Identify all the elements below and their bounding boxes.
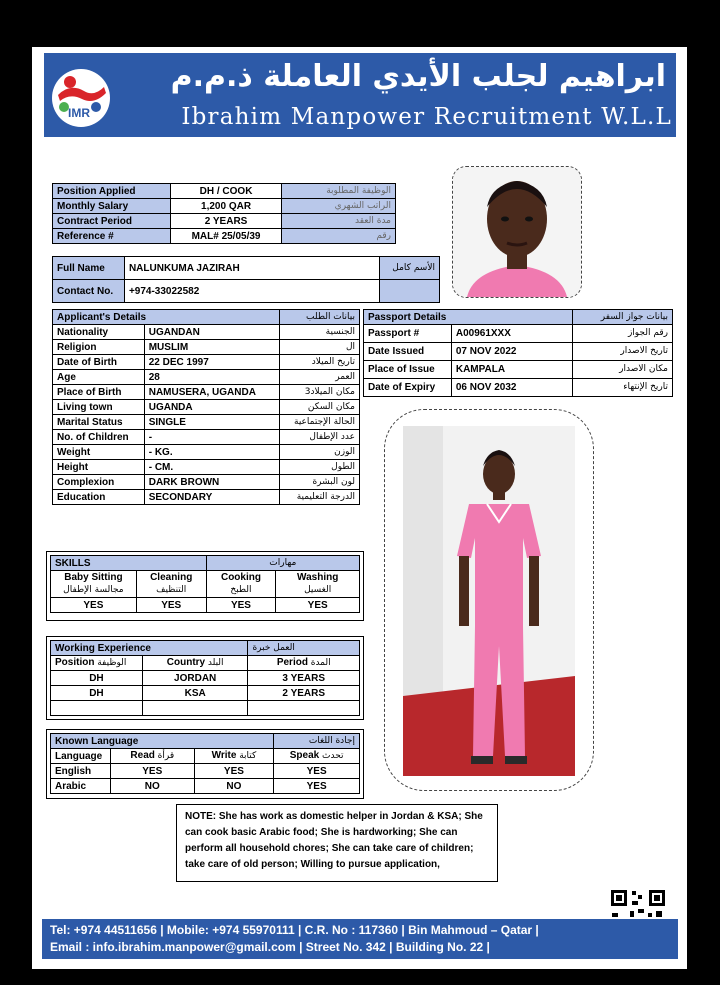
footer-contact-bar (42, 919, 678, 959)
position-row-value: 2 YEARS (170, 214, 282, 229)
experience-country: JORDAN (142, 671, 248, 686)
experience-row (51, 671, 360, 686)
applicant-row-value: MUSLIM (144, 340, 280, 355)
position-row (53, 229, 396, 244)
applicant-row (53, 460, 360, 475)
skill-value: YES (51, 598, 137, 613)
full-name-label: Full Name (53, 257, 125, 280)
skill-label-ar: مجالسة الإطفال (63, 585, 124, 595)
applicant-row-label: Date of Birth (53, 355, 145, 370)
passport-row (364, 361, 673, 379)
applicant-row-label: Height (53, 460, 145, 475)
passport-row (364, 325, 673, 343)
applicant-row (53, 355, 360, 370)
applicant-row-label: Nationality (53, 325, 145, 340)
applicant-row-label: Religion (53, 340, 145, 355)
position-row-value: DH / COOK (170, 184, 282, 199)
col-read-label: Read (130, 750, 155, 761)
applicant-row-label-ar: الطول (280, 460, 360, 475)
applicant-row-value: SINGLE (144, 415, 280, 430)
applicant-row (53, 385, 360, 400)
applicant-row-value: UGANDAN (144, 325, 280, 340)
contact-empty-cell (380, 280, 440, 303)
col-position-label-ar: الوظيفة (97, 658, 127, 668)
skill-label: Cleaning (150, 572, 193, 583)
col-speak-label-ar: تحدث (322, 751, 344, 761)
col-country-label-ar: البلد (207, 658, 224, 668)
skills-table (50, 555, 360, 613)
applicant-row-label-ar: الجنسية (280, 325, 360, 340)
full-name-label-ar: الأسم كامل (380, 257, 440, 280)
col-read-label-ar: قرأة (157, 751, 175, 761)
applicant-title-ar: بيانات الطلب (280, 310, 360, 325)
experience-empty-row (51, 701, 360, 716)
position-row-label-ar: رقم (282, 229, 396, 244)
applicant-row-label: Marital Status (53, 415, 145, 430)
experience-title-ar: العمل خبرة (248, 641, 360, 656)
passport-row-value: KAMPALA (451, 361, 572, 379)
applicant-row (53, 475, 360, 490)
skill-label: Cooking (220, 572, 261, 583)
passport-details-table (363, 309, 673, 397)
skill-label-cell (276, 571, 360, 598)
applicant-row-value: NAMUSERA, UGANDA (144, 385, 280, 400)
skill-value: YES (136, 598, 206, 613)
applicant-row-label-ar: الحالة الإجتماعية (280, 415, 360, 430)
applicant-title: Applicant's Details (53, 310, 280, 325)
skill-value: YES (206, 598, 276, 613)
passport-row-label: Passport # (364, 325, 452, 343)
applicant-row-label: Complexion (53, 475, 145, 490)
position-row-label-ar: الراتب الشهري (282, 199, 396, 214)
applicant-row-label: No. of Children (53, 430, 145, 445)
passport-row-label: Place of Issue (364, 361, 452, 379)
position-row-label: Monthly Salary (53, 199, 171, 214)
applicant-row-value: SECONDARY (144, 490, 280, 505)
skill-label-cell (206, 571, 276, 598)
language-row (51, 764, 360, 779)
skills-title: SKILLS (51, 556, 207, 571)
position-row-label: Position Applied (53, 184, 171, 199)
col-write-label-ar: كتابة (239, 751, 257, 761)
language-table (50, 733, 360, 794)
position-row (53, 199, 396, 214)
position-row-value: 1,200 QAR (170, 199, 282, 214)
applicant-row-label-ar: الدرجة التعليمية (280, 490, 360, 505)
applicant-row-label-ar: ال (280, 340, 360, 355)
header-banner (44, 53, 676, 137)
name-contact-table (52, 256, 440, 303)
applicant-row-label: Age (53, 370, 145, 385)
skills-label-row (51, 571, 360, 598)
col-country-label: Country (166, 657, 206, 668)
portrait-photo (452, 166, 582, 298)
contact-label: Contact No. (53, 280, 125, 303)
applicant-row (53, 445, 360, 460)
experience-table (50, 640, 360, 716)
skill-value: YES (276, 598, 360, 613)
applicant-row (53, 340, 360, 355)
skill-label-cell (136, 571, 206, 598)
passport-row-value: 06 NOV 2032 (451, 379, 572, 397)
experience-empty-cell (142, 701, 248, 716)
applicant-row (53, 415, 360, 430)
language-name: English (51, 764, 111, 779)
footer-phone-line: Tel: +974 44511656 | Mobile: +974 55970111 | C.R. No : 117360 | Bin Mahmoud – Qatar | (50, 923, 539, 937)
experience-col-country (142, 656, 248, 671)
company-name-english: Ibrahim Manpower Recruitment W.L.L (181, 104, 672, 130)
language-speak: YES (274, 764, 360, 779)
col-period-label-ar: المدة (310, 658, 331, 668)
passport-row-label-ar: مكان الاصدار (573, 361, 673, 379)
position-table (52, 183, 396, 244)
col-speak-label: Speak (289, 750, 320, 761)
applicant-row-label: Weight (53, 445, 145, 460)
position-row-label: Contract Period (53, 214, 171, 229)
cv-page (32, 47, 687, 969)
contact-value: +974-33022582 (124, 280, 379, 303)
full-body-photo (403, 426, 575, 776)
logo-text: IMR (68, 106, 90, 120)
passport-row-value: A00961XXX (451, 325, 572, 343)
applicant-row-label-ar: عدد الإطفال (280, 430, 360, 445)
experience-period: 2 YEARS (248, 686, 360, 701)
skill-label: Baby Sitting (64, 572, 123, 583)
applicant-row-label-ar: العمر (280, 370, 360, 385)
language-speak: YES (274, 779, 360, 794)
experience-position: DH (51, 686, 143, 701)
position-row-label: Reference # (53, 229, 171, 244)
col-write-label: Write (211, 750, 237, 761)
experience-col-period (248, 656, 360, 671)
skill-label-ar: الغسيل (304, 585, 332, 595)
col-position-label: Position (55, 657, 95, 668)
passport-row (364, 379, 673, 397)
experience-empty-cell (51, 701, 143, 716)
experience-position: DH (51, 671, 143, 686)
experience-empty-cell (248, 701, 360, 716)
applicant-row-value: 22 DEC 1997 (144, 355, 280, 370)
full-name-value: NALUNKUMA JAZIRAH (124, 257, 379, 280)
position-row-label-ar: الوظيفة المطلوبة (282, 184, 396, 199)
skill-label-cell (51, 571, 137, 598)
language-name: Arabic (51, 779, 111, 794)
language-write: YES (194, 764, 274, 779)
applicant-row-value: 28 (144, 370, 280, 385)
skill-label: Washing (297, 572, 339, 583)
experience-country: KSA (142, 686, 248, 701)
passport-row-label-ar: تاريخ الإنتهاء (573, 379, 673, 397)
language-title-ar: إجادة اللغات (274, 734, 360, 749)
language-read: YES (110, 764, 194, 779)
language-row (51, 779, 360, 794)
applicant-row (53, 325, 360, 340)
passport-title-ar: بيانات جواز السفر (573, 310, 673, 325)
passport-row (364, 343, 673, 361)
skills-title-ar: مهارات (206, 556, 359, 571)
footer-email-line: Email : info.ibrahim.manpower@gmail.com | Street No. 342 | Building No. 22 | (50, 940, 490, 954)
language-col-language: Language (51, 749, 111, 764)
passport-row-label-ar: تاريخ الاصدار (573, 343, 673, 361)
applicant-row (53, 430, 360, 445)
passport-row-label-ar: رقم الجواز (573, 325, 673, 343)
language-title: Known Language (51, 734, 274, 749)
skills-value-row (51, 598, 360, 613)
company-logo (50, 67, 112, 129)
applicant-row-label-ar: مكان السكن (280, 400, 360, 415)
applicant-row-label-ar: تاريخ الميلاد (280, 355, 360, 370)
experience-col-position (51, 656, 143, 671)
note-box: NOTE: She has work as domestic helper in Jordan & KSA; She can cook basic Arabic food; She is hardworking; She can perform all household chores; She can take care of children; take care of old person; Willing to pursue application, (176, 804, 498, 882)
applicant-row-value: DARK BROWN (144, 475, 280, 490)
position-row (53, 214, 396, 229)
applicant-row-label: Education (53, 490, 145, 505)
skill-label-ar: الطبخ (230, 585, 252, 595)
applicant-row-label-ar: مكان الميلاد3 (280, 385, 360, 400)
experience-row (51, 686, 360, 701)
full-body-photo-frame (384, 409, 594, 791)
position-row-label-ar: مدة العقد (282, 214, 396, 229)
applicant-row-value: UGANDA (144, 400, 280, 415)
applicant-row-value: - (144, 430, 280, 445)
applicant-row (53, 370, 360, 385)
applicant-row-value: - KG. (144, 445, 280, 460)
position-row (53, 184, 396, 199)
applicant-row-label-ar: الوزن (280, 445, 360, 460)
language-write: NO (194, 779, 274, 794)
language-read: NO (110, 779, 194, 794)
passport-row-label: Date of Expiry (364, 379, 452, 397)
experience-title: Working Experience (51, 641, 248, 656)
passport-row-label: Date Issued (364, 343, 452, 361)
company-name-arabic: ابراهيم لجلب الأيدي العاملة ذ.م.م (170, 59, 666, 94)
experience-period: 3 YEARS (248, 671, 360, 686)
skill-label-ar: التنظيف (156, 585, 187, 595)
applicant-row-label: Place of Birth (53, 385, 145, 400)
applicant-row (53, 400, 360, 415)
applicant-row-label: Living town (53, 400, 145, 415)
passport-title: Passport Details (364, 310, 573, 325)
applicant-row-label-ar: لون البشرة (280, 475, 360, 490)
position-row-value: MAL# 25/05/39 (170, 229, 282, 244)
col-period-label: Period (276, 657, 308, 668)
applicant-row-value: - CM. (144, 460, 280, 475)
applicant-details-table (52, 309, 360, 505)
portrait-image (453, 167, 581, 297)
applicant-row (53, 490, 360, 505)
passport-row-value: 07 NOV 2022 (451, 343, 572, 361)
